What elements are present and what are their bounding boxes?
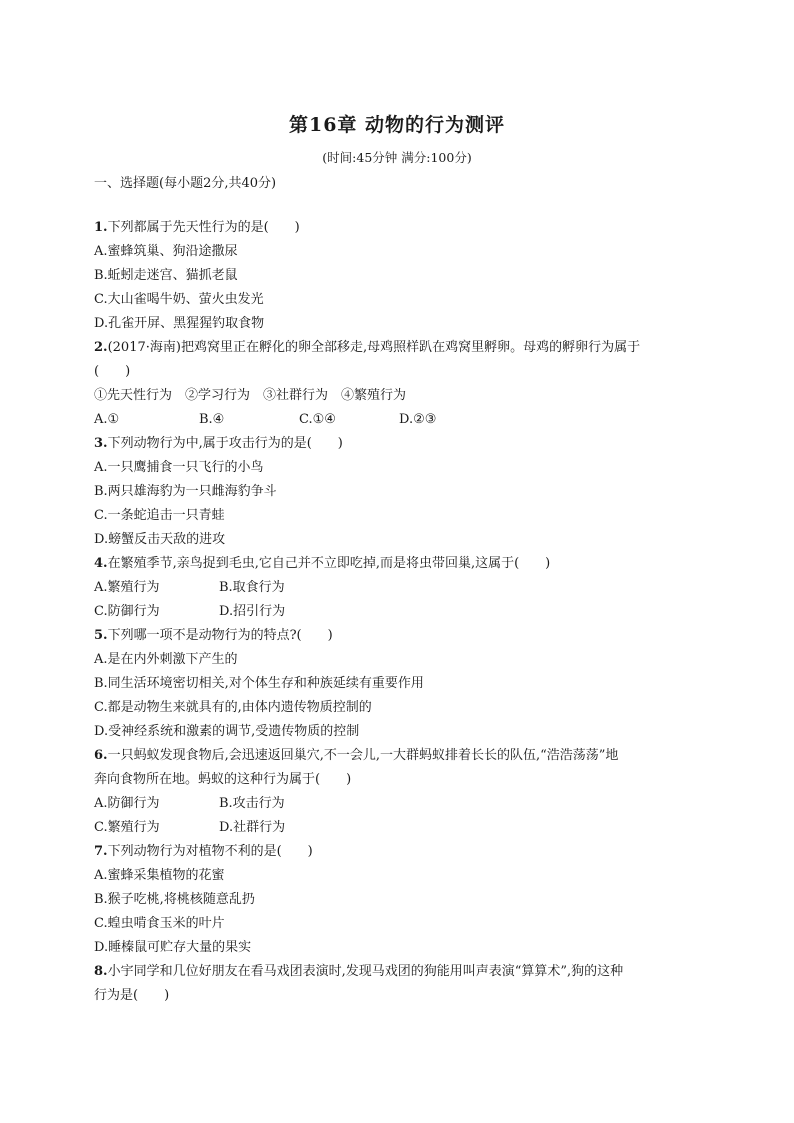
question-7 <box>94 840 704 960</box>
question-number: 6. <box>94 748 108 763</box>
option-a: A.是在内外刺激下产生的 <box>94 652 238 667</box>
option-a: A.蜜蜂筑巢、狗沿途撒尿 <box>94 244 238 259</box>
question-5 <box>94 624 704 744</box>
option-c: C.防御行为 <box>94 604 160 619</box>
option-b: B.同生活环境密切相关,对个体生存和种族延续有重要作用 <box>94 676 424 691</box>
question-stem: 下列动物行为对植物不利的是( ) <box>107 844 313 859</box>
question-stem: 下列都属于先天性行为的是( ) <box>107 220 300 235</box>
question-8 <box>94 960 704 1008</box>
option-b: B.攻击行为 <box>219 796 285 811</box>
option-d: D.社群行为 <box>219 820 286 835</box>
question-stem-continued: 行为是( ) <box>94 988 170 1003</box>
question-number: 8. <box>94 964 108 979</box>
question-number: 7. <box>94 844 108 859</box>
option-c: C.繁殖行为 <box>94 820 160 835</box>
question-number: 1. <box>94 220 108 235</box>
question-stem: 一只蚂蚁发现食物后,会迅速返回巢穴,不一会儿,一大群蚂蚁排着长长的队伍,“浩浩荡荡”地 <box>107 748 619 763</box>
page-title: 第16章 动物的行为测评 <box>288 114 506 136</box>
section-heading: 一、选择题(每小题2分,共40分) <box>94 176 277 191</box>
question-number: 3. <box>94 436 108 451</box>
option-c: C.①④ <box>299 412 336 427</box>
question-number: 4. <box>94 556 108 571</box>
exam-info: (时间:45分钟 满分:100分) <box>322 150 472 165</box>
option-c: C.一条蛇追击一只青蛙 <box>94 508 225 523</box>
option-a: A.繁殖行为 <box>94 580 160 595</box>
option-a: A.一只鹰捕食一只飞行的小鸟 <box>94 460 264 475</box>
question-number: 2. <box>94 340 108 355</box>
option-b: B.猴子吃桃,将桃核随意乱扔 <box>94 892 255 907</box>
question-stem: 下列动物行为中,属于攻击行为的是( ) <box>107 436 343 451</box>
question-stem: (2017·海南)把鸡窝里正在孵化的卵全部移走,母鸡照样趴在鸡窝里孵卵。母鸡的孵卵行为属于 <box>107 340 641 355</box>
question-4 <box>94 552 704 624</box>
option-d: D.睡榛鼠可贮存大量的果实 <box>94 940 252 955</box>
option-b: B.取食行为 <box>219 580 285 595</box>
question-stem-continued: 奔向食物所在地。蚂蚁的这种行为属于( ) <box>94 772 352 787</box>
question-2 <box>94 336 704 432</box>
option-d: D.孔雀开屏、黑猩猩钓取食物 <box>94 316 265 331</box>
option-d: D.②③ <box>399 412 437 427</box>
question-6 <box>94 744 704 840</box>
option-a: A.蜜蜂采集植物的花蜜 <box>94 868 225 883</box>
question-3 <box>94 432 704 552</box>
question-stem: 下列哪一项不是动物行为的特点?( ) <box>107 628 333 643</box>
option-c: C.蝗虫啃食玉米的叶片 <box>94 916 225 931</box>
question-1 <box>94 216 704 336</box>
option-d: D.受神经系统和激素的调节,受遗传物质的控制 <box>94 724 360 739</box>
option-d: D.招引行为 <box>219 604 286 619</box>
option-a: A.① <box>94 412 120 427</box>
question-number: 5. <box>94 628 108 643</box>
option-c: C.大山雀喝牛奶、萤火虫发光 <box>94 292 264 307</box>
choice-list: ①先天性行为 ②学习行为 ③社群行为 ④繁殖行为 <box>94 388 407 403</box>
option-d: D.螃蟹反击天敌的进攻 <box>94 532 226 547</box>
question-list <box>94 216 704 1008</box>
question-stem: 小宇同学和几位好朋友在看马戏团表演时,发现马戏团的狗能用叫声表演“算算术”,狗的这种 <box>107 964 624 979</box>
question-stem-continued: ( ) <box>94 364 131 379</box>
option-b: B.蚯蚓走迷宫、猫抓老鼠 <box>94 268 238 283</box>
option-b: B.④ <box>199 412 225 427</box>
option-a: A.防御行为 <box>94 796 160 811</box>
question-stem: 在繁殖季节,亲鸟捉到毛虫,它自己并不立即吃掉,而是将虫带回巢,这属于( ) <box>107 556 551 571</box>
option-b: B.两只雄海豹为一只雌海豹争斗 <box>94 484 277 499</box>
option-c: C.都是动物生来就具有的,由体内遗传物质控制的 <box>94 700 372 715</box>
